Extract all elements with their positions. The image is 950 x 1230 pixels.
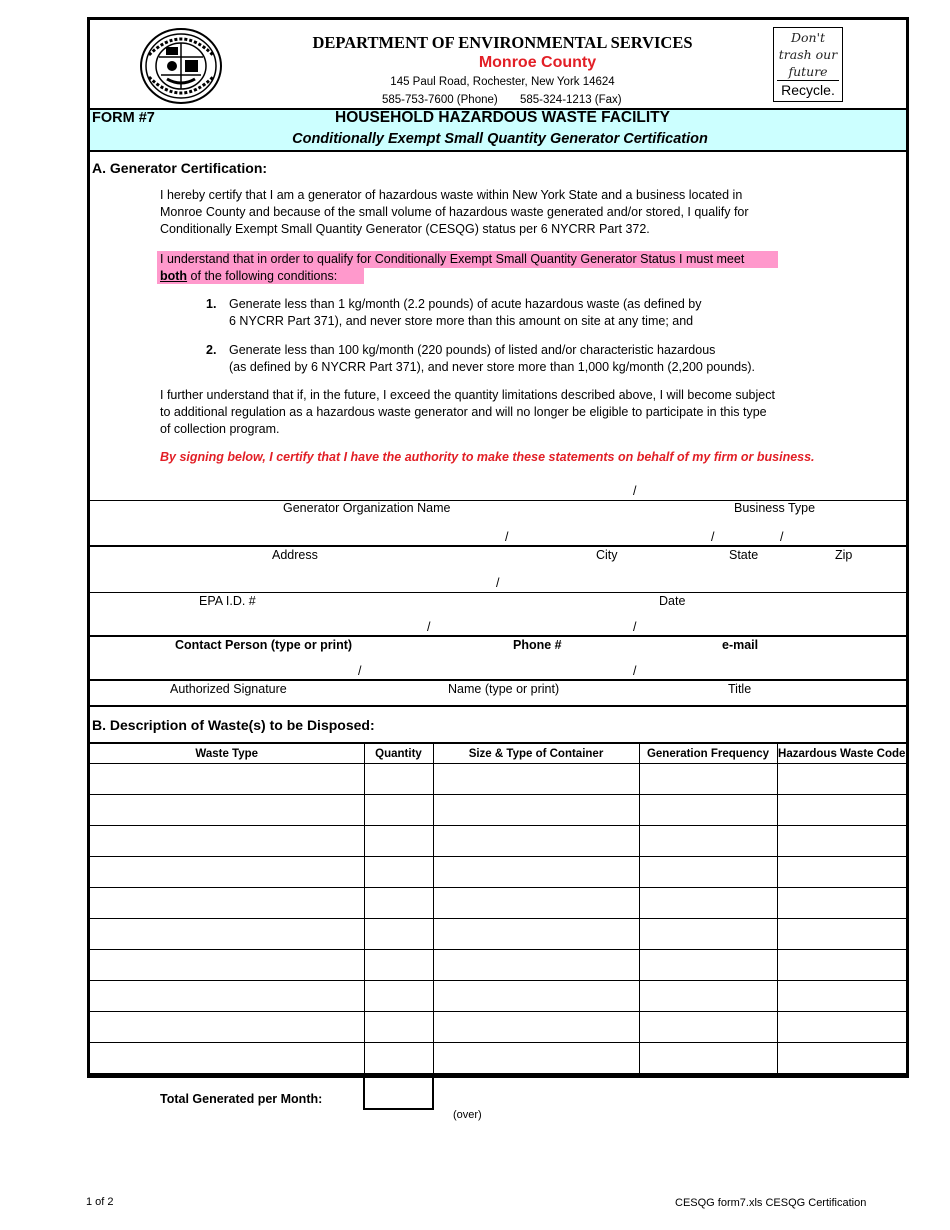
condition-line: 6 NYCRR Part 371), and never store more than this amount on site at any time; and [229, 314, 694, 328]
department-title: DEPARTMENT OF ENVIRONMENTAL SERVICES [312, 33, 693, 52]
table-row [90, 1043, 906, 1075]
table-cell[interactable] [364, 857, 433, 888]
conditions-intro-line: I understand that in order to qualify for Conditionally Exempt Small Quantity Generator Status I must meet [160, 252, 745, 266]
table-cell[interactable] [364, 795, 433, 826]
table-cell[interactable] [364, 981, 433, 1012]
field-separator: / [358, 664, 362, 678]
contact-line[interactable] [90, 635, 906, 637]
table-cell[interactable] [364, 1012, 433, 1043]
table-cell[interactable] [90, 1043, 364, 1075]
table-cell[interactable] [777, 857, 906, 888]
footer-file: CESQG form7.xls CESQG Certification [675, 1197, 867, 1209]
city-label: City [596, 548, 618, 562]
table-cell[interactable] [777, 764, 906, 795]
field-separator: / [427, 620, 431, 634]
field-separator: / [633, 664, 637, 678]
org-name-label: Generator Organization Name [283, 501, 451, 515]
table-row [90, 795, 906, 826]
form-number: FORM #7 [92, 110, 155, 126]
epa-id-label: EPA I.D. # [199, 594, 256, 608]
table-row [90, 981, 906, 1012]
date-label: Date [659, 594, 686, 608]
both-emphasis: both [160, 269, 188, 283]
recycle-script-line: Don't [790, 30, 826, 45]
condition-line: (as defined by 6 NYCRR Part 371), and never store more than 1,000 kg/month (2,200 pounds). [229, 360, 755, 374]
section-b-heading: B. Description of Waste(s) to be Disposed: [92, 717, 375, 733]
fax-line: 585-324-1213 (Fax) [520, 94, 622, 106]
table-row [90, 826, 906, 857]
table-cell[interactable] [364, 764, 433, 795]
table-row [90, 857, 906, 888]
table-row [90, 919, 906, 950]
recycle-script-line: future [788, 64, 828, 79]
table-cell[interactable] [90, 764, 364, 795]
table-cell[interactable] [433, 1043, 639, 1075]
address-label: Address [272, 548, 318, 562]
table-cell[interactable] [433, 888, 639, 919]
phone-line: 585-753-7600 (Phone) [382, 94, 498, 106]
condition-line: Generate less than 1 kg/month (2.2 pounds) of acute hazardous waste (as defined by [229, 297, 702, 311]
table-row [90, 1012, 906, 1043]
table-cell[interactable] [639, 1043, 777, 1075]
table-row [90, 888, 906, 919]
table-cell[interactable] [90, 888, 364, 919]
table-cell[interactable] [777, 981, 906, 1012]
email-label: e-mail [722, 638, 759, 652]
table-cell[interactable] [777, 826, 906, 857]
county-name: Monroe County [478, 54, 597, 71]
table-cell[interactable] [364, 1043, 433, 1075]
table-cell[interactable] [364, 826, 433, 857]
condition-item [229, 342, 755, 376]
form-subtitle: Conditionally Exempt Small Quantity Generator Certification [292, 131, 708, 147]
table-cell[interactable] [777, 1043, 906, 1075]
condition-line: Generate less than 100 kg/month (220 pounds) of listed and/or characteristic hazardous [229, 343, 716, 357]
business-type-label: Business Type [734, 501, 816, 515]
table-cell[interactable] [364, 888, 433, 919]
county-seal-icon [139, 27, 223, 105]
table-cell[interactable] [639, 857, 777, 888]
address-line-field[interactable] [90, 545, 906, 547]
address-line: 145 Paul Road, Rochester, New York 14624 [390, 76, 615, 88]
certification-paragraph: I hereby certify that I am a generator of hazardous waste within New York State and a business located in Monroe County and because of the small volume of hazardous waste generated and/or stored, I qualify for Conditionally Exempt Small Quantity Generator (CESQG) status per 6 NYCRR Part 372. [160, 188, 749, 236]
table-cell[interactable] [433, 857, 639, 888]
recycle-word: Recycle. [777, 80, 839, 99]
col-quantity: Quantity [364, 743, 433, 764]
col-waste-code: Hazardous Waste Code [777, 743, 906, 764]
conditions-intro-rest: of the following conditions: [187, 269, 338, 283]
table-cell[interactable] [777, 795, 906, 826]
field-separator: / [505, 530, 509, 544]
table-cell[interactable] [433, 981, 639, 1012]
table-cell[interactable] [433, 919, 639, 950]
table-cell[interactable] [364, 919, 433, 950]
condition-item [229, 296, 702, 330]
table-cell[interactable] [90, 857, 364, 888]
col-waste-type: Waste Type [90, 743, 364, 764]
table-cell[interactable] [433, 1012, 639, 1043]
table-cell[interactable] [639, 950, 777, 981]
table-cell[interactable] [90, 795, 364, 826]
contact-label: Contact Person (type or print) [175, 638, 353, 652]
signature-line[interactable] [90, 679, 906, 681]
epa-id-line[interactable] [90, 592, 906, 593]
name-label: Name (type or print) [448, 682, 560, 696]
table-cell[interactable] [777, 950, 906, 981]
form-title: HOUSEHOLD HAZARDOUS WASTE FACILITY [335, 109, 670, 126]
table-cell[interactable] [90, 826, 364, 857]
recycle-script-line: trash our [778, 47, 838, 62]
phone-label: Phone # [513, 638, 562, 652]
page-number: 1 of 2 [86, 1196, 114, 1208]
table-cell[interactable] [433, 764, 639, 795]
table-cell[interactable] [639, 888, 777, 919]
table-cell[interactable] [90, 950, 364, 981]
table-cell[interactable] [639, 826, 777, 857]
table-cell[interactable] [777, 888, 906, 919]
table-cell[interactable] [90, 981, 364, 1012]
table-row [90, 950, 906, 981]
total-input[interactable] [363, 1076, 434, 1110]
table-cell[interactable] [433, 795, 639, 826]
table-cell[interactable] [90, 919, 364, 950]
recycle-logo [773, 27, 843, 102]
field-separator: / [633, 620, 637, 634]
waste-table [90, 742, 906, 1075]
condition-number: 1. [206, 297, 217, 311]
table-cell[interactable] [777, 1012, 906, 1043]
signing-statement: By signing below, I certify that I have the authority to make these statements on behalf of my firm or business. [160, 450, 815, 464]
table-cell[interactable] [639, 795, 777, 826]
table-cell[interactable] [364, 950, 433, 981]
table-cell[interactable] [433, 826, 639, 857]
col-frequency: Generation Frequency [639, 743, 777, 764]
further-understanding-paragraph: I further understand that if, in the future, I exceed the quantity limitations described above, I will become subject to additional regulation as a hazardous waste generator and will no longer be eligible to participate in this type of collection program. [160, 388, 775, 436]
state-label: State [729, 548, 759, 562]
condition-number: 2. [206, 343, 217, 357]
table-row [90, 764, 906, 795]
title-label: Title [728, 682, 752, 696]
conditions-intro [160, 251, 780, 285]
table-cell[interactable] [777, 919, 906, 950]
table-cell[interactable] [639, 919, 777, 950]
field-separator: / [496, 576, 500, 590]
table-cell[interactable] [433, 950, 639, 981]
field-separator: / [633, 484, 637, 498]
section-divider [90, 705, 906, 707]
over-note: (over) [453, 1109, 482, 1121]
signature-label: Authorized Signature [170, 682, 287, 696]
table-cell[interactable] [639, 981, 777, 1012]
col-container: Size & Type of Container [433, 743, 639, 764]
section-a-heading: A. Generator Certification: [92, 160, 268, 176]
total-label: Total Generated per Month: [160, 1092, 323, 1106]
field-separator: / [780, 530, 784, 544]
table-cell[interactable] [90, 1012, 364, 1043]
table-cell[interactable] [639, 1012, 777, 1043]
table-cell[interactable] [639, 764, 777, 795]
field-separator: / [711, 530, 715, 544]
zip-label: Zip [835, 548, 853, 562]
